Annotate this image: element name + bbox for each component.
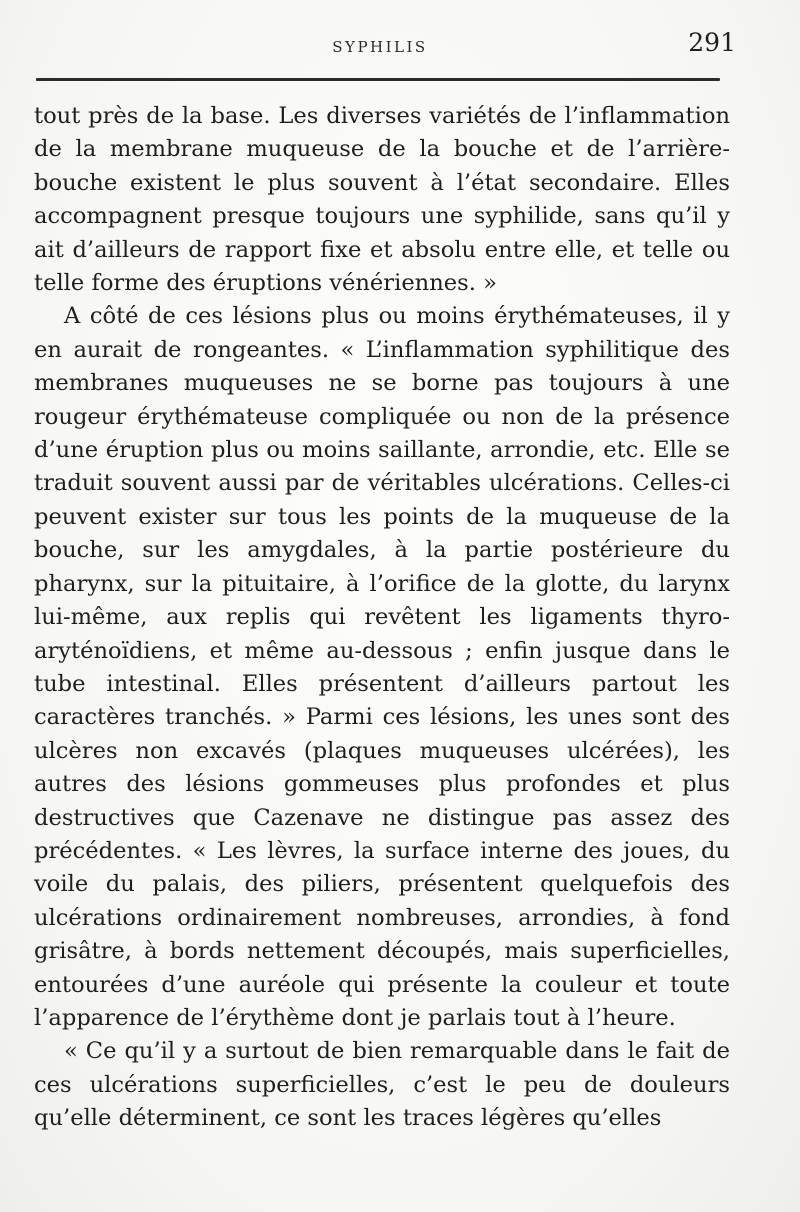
page-number: 291 (688, 28, 736, 57)
paragraph-lesions: A côté de ces lésions plus ou moins érythémateuses, il y en aurait de rongeantes. « L’inflammation syphilitique des membranes muqueuses ne se borne pas toujours à une rougeur érythémateuse compliquée ou non de la présence d’une éruption plus ou moins saillante, arrondie, etc. Elle se traduit souvent aussi par de véritables ulcérations. Celles-ci peuvent exister sur tous les points de la muqueuse de la bouche, sur les amygdales, à la partie postérieure du pharynx, sur la pituitaire, à l’orifice de la glotte, du larynx lui-même, aux replis qui revêtent les ligaments thyro-aryténoïdiens, et même au-dessous ; enfin jusque dans le tube intestinal. Elles présentent d’ailleurs partout les caractères tranchés. » Parmi ces lésions, les unes sont des ulcères non excavés (plaques muqueuses ulcérées), les autres des lésions gommeuses plus profondes et plus destructives que Cazenave ne distingue pas assez des précédentes. « Les lèvres, la surface interne des joues, du voile du palais, des piliers, présentent quelquefois des ulcérations ordinairement nombreuses, arrondies, à fond grisâtre, à bords nettement découpés, mais superficielles, entourées d’une auréole qui présente la couleur et toute l’apparence de l’érythème dont je parlais tout à l’heure. (34, 303, 730, 1031)
paragraph-continuation: tout près de la base. Les diverses variétés de l’inflammation de la membrane muqueuse de la bouche et de l’arrière-bouche existent le plus souvent à l’état secondaire. Elles accompagnent presque toujours une syphilide, sans qu’il y ait d’ailleurs de rapport fixe et absolu entre elle, et telle ou telle forme des éruptions vénériennes. » (34, 103, 730, 297)
running-head (0, 28, 800, 68)
running-title: SYPHILIS (332, 38, 428, 56)
header-rule (36, 78, 720, 81)
paragraph-ulcerations: « Ce qu’il y a surtout de bien remarquable dans le fait de ces ulcérations superficielles, c’est le peu de douleurs qu’elle déterminent, ce sont les traces légères qu’elles (34, 1038, 730, 1132)
body-text (34, 100, 730, 1136)
